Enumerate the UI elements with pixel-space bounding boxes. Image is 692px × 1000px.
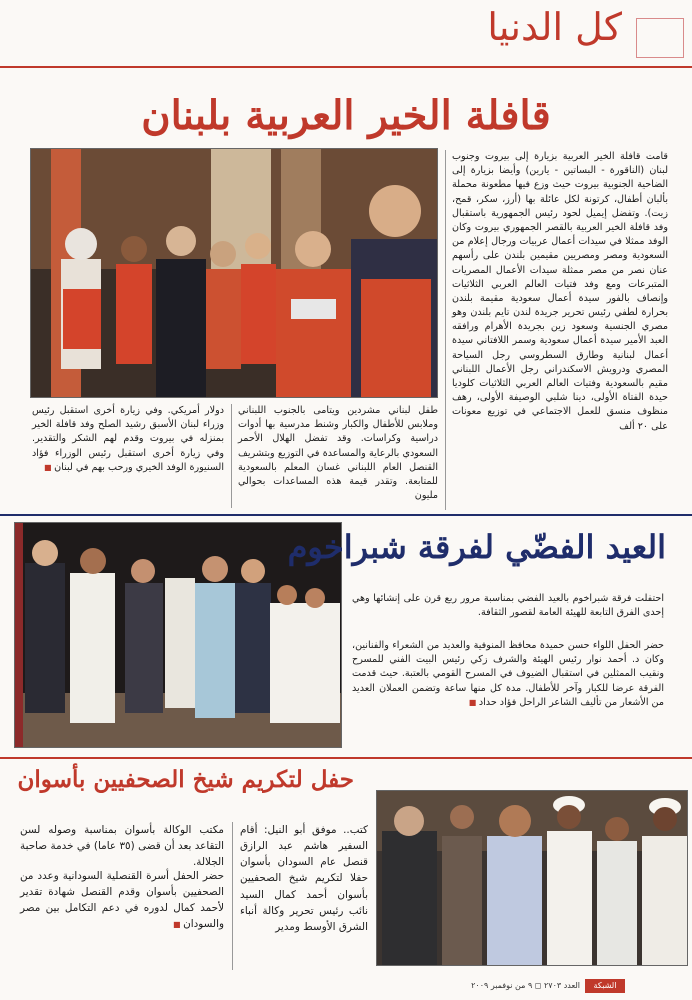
magazine-logo: الشبكة xyxy=(585,979,625,993)
section-label: كل الدنيا xyxy=(487,5,622,49)
column-divider xyxy=(232,822,233,970)
article3-headline: حفل لتكريم شيخ الصحفيين بأسوان xyxy=(17,766,354,793)
article-separator xyxy=(0,757,692,759)
article1-headline: قافلة الخير العربية بلبنان xyxy=(141,92,551,139)
column-divider xyxy=(231,404,232,508)
section-logo-box xyxy=(636,18,684,58)
article1-column-2: طفل لبناني مشردين ويتامى بالجنوب اللبناني وملابس للأطفال والكبار وشنط مدرسية بها أدوات دراسية وكراسات. وقد تفضل الهلال الأحمر السعودي بالرعاية والمساعدة في التوزيع وبتشريف القنصل العام اللبناني غسان المعلم بالسعودية للمتابعة. وتقدر قيمة هذه المساعدات بحوالي مليون xyxy=(238,405,438,502)
issue-info: العدد ٢٧٠٣ ◻ ٩ من نوفمبر ٢٠٠٩ xyxy=(471,981,580,990)
header-rule xyxy=(0,66,692,68)
article2-paragraph-1: احتفلت فرقة شبراخوم بالعيد الفضي بمناسبة مرور ربع قرن على إنشائها وهي إحدى الفرق التابعة للهيئة العامة لقصور الثقافة. xyxy=(352,593,664,619)
article3-column-2b: حضر الحفل أسرة القنصلية السودانية وعدد من الصحفيين بأسوان وقدم القنصل شهادة تقدير لأحمد كمال لدوره في دعم التكامل بين مصر والسودان ■ xyxy=(20,868,224,933)
article1-photo xyxy=(30,148,438,398)
article2-paragraph-2: حضر الحفل اللواء حسن حميدة محافظ المنوفية والعديد من الشعراء والفنانين، وكان د. أحمد نوار رئيس الهيئة والشرف زكي رئيس البيت الفني للمسرح ونقيب الممثلين في استقبال الضيوف في المسرح القومي بالعتبة. حيث قدمت الفرقة عرضا للكبار وآخر للأطفال. مدة كل منها ساعة وتضمن العملان العديد من الأشعار من تأليف الشاعر الراحل فؤاد حداد ■ xyxy=(352,639,664,710)
article1-column-3: دولار أمريكي. وفي زيارة أخرى استقبل رئيس وزراء لبنان الأسبق رشيد الصلح وفد قافلة الخير بمنزله في بيروت وقدم لهم الشكر والتقدير. وفي زيارة أخرى استقبل رئيس الوزراء فؤاد السنيورة الوفد الخيري ورحب بهم في لبنان ■ xyxy=(32,404,224,475)
article1-column-1: قامت قافلة الخير العربية بزيارة إلى بيروت وجنوب لبنان (الناقورة - البساتين - يارين) وأيضا بزيارة إلى الضاحية الجنوبية بيروت حيث وزع فيها مطعونة محملة بألبان أطفال، كرتونة لكل عائلة بها (أرز، سكر، قمح، زيت). وتفضل إيميل لحود رئيس الجمهورية باستقبال وفد قافلة الخير العربية بالقصر الجمهوري بيروت وكان الوفد ممثلا في سيدات أعمال عربيات ورجال إعلام من السعودية ومصر ومصريين مقيمين بلندن على رأسهم عنان نصر من مصر ممثلة سيدات الأعمال المصريات المتبرعات ومع وفد فتيات العالم العربي الثلاثيات وإنصاف بالفور سيدة أعمال سعودية مقيمة بلندن بحرارة لطفي رئيس تحرير جريدة لندن تايم بلندن وهو مصري الجنسية وسعود زين بجريدة الأهرام ورافقه العبد الأمير سيدة أعمال سعودية وسمر اللافتاني سيدة أعمال لبنانية وطارق السطروسي رجل السياحة المصري ودرويش الاسكندراني رجل الأعمال اللبناني مقيم بالسعودية وفتيات العالم العربي الثلاثيات كلوديا حيدة الفتاة الأولى، دينا شلبي الوصيفة الأولى، رهف منظوف منسق للعمل الاجتماعي في توزيع معونات على ٢٠ ألف xyxy=(452,151,668,432)
column-divider xyxy=(445,150,446,510)
article3-column-2a: مكتب الوكالة بأسوان بمناسبة وصوله لسن التقاعد بعد أن قضى (٣٥ عاما) في خدمة صاحبة الجلالة. xyxy=(20,824,224,869)
article-separator xyxy=(0,514,692,516)
article2-headline: العيد الفضّي لفرقة شبراخوم xyxy=(287,528,666,566)
article3-photo xyxy=(376,790,688,966)
article3-column-1: كتب.. موفق أبو النيل: أقام السفير هاشم عبد الرازق قنصل عام السودان بأسوان حفلا لتكريم شيخ الصحفيين بأسوان أحمد كمال السيد نائب رئيس تحرير وكالة أنباء الشرق الأوسط ومدير xyxy=(240,824,368,933)
